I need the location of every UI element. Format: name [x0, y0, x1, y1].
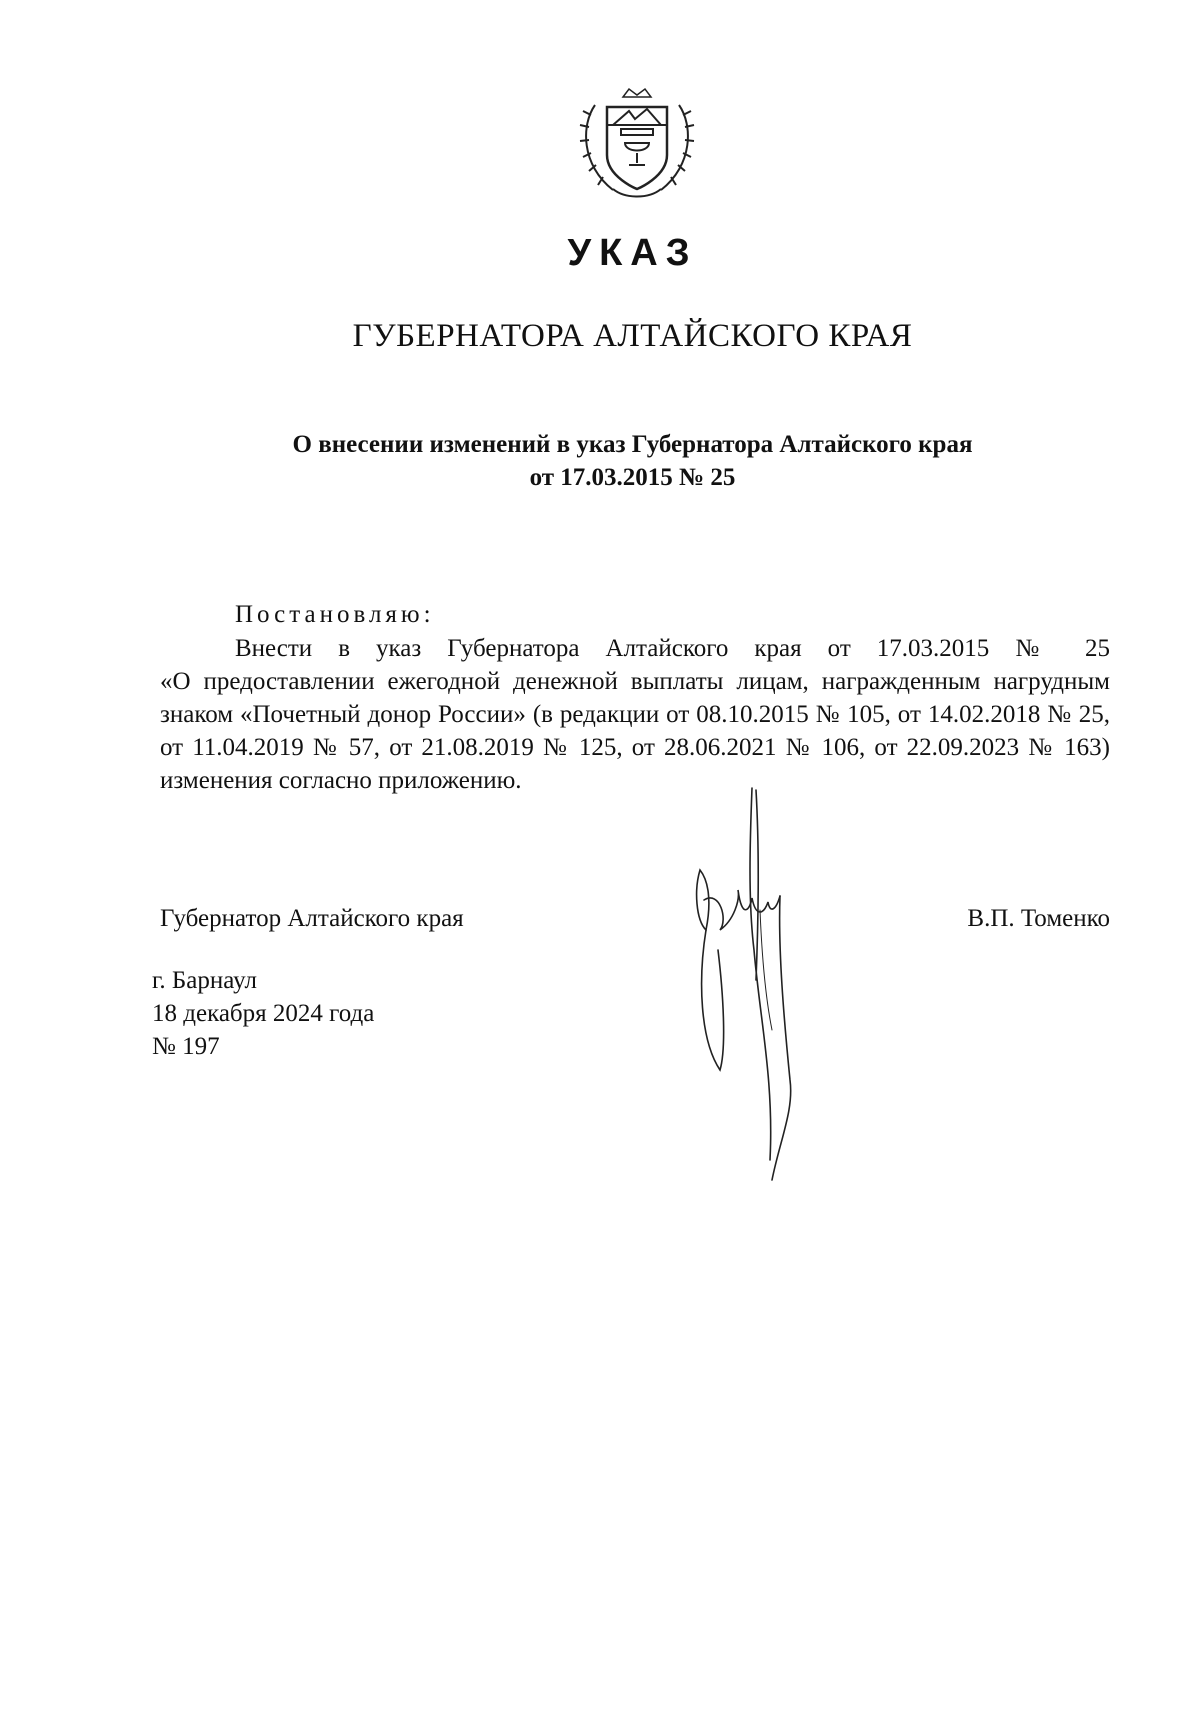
subject-line-2: от 17.03.2015 № 25 [529, 464, 736, 491]
city: г. Барнаул [152, 967, 257, 994]
decree-number: № 197 [152, 1033, 220, 1060]
resolve-word: Постановляю: [235, 601, 435, 628]
body-paragraph [160, 632, 1110, 797]
subject-line-1: О внесении изменений в указ Губернатора Алтайского края [292, 431, 973, 458]
document-title: УКАЗ [567, 232, 698, 274]
signatory-position: Губернатор Алтайского края [160, 905, 464, 932]
signatory-name: В.П. Томенко [967, 905, 1110, 932]
place-date-number-block [152, 964, 374, 1063]
issuer-heading: ГУБЕРНАТОРА АЛТАЙСКОГО КРАЯ [352, 318, 913, 354]
coat-of-arms-icon [573, 85, 701, 203]
body-first-line: Внести в указ Губернатора Алтайского края от 17.03.2015 № 25 [235, 635, 1110, 662]
decree-date: 18 декабря 2024 года [152, 1000, 375, 1027]
body-rest: «О предоставлении ежегодной денежной выплаты лицам, награжденным нагрудным знаком «Почетный донор России» (в редакции от 08.10.2015 № 105, от 14.02.2018 № 25, от 11.04.2019 № 57, от 21.08.2019 № 125, от 28.06.2021 № 106, от 22.09.2023 № 163) изменения согласно приложению. [160, 668, 1110, 794]
handwritten-signature-icon [690, 780, 840, 1210]
document-subject [150, 428, 1115, 494]
